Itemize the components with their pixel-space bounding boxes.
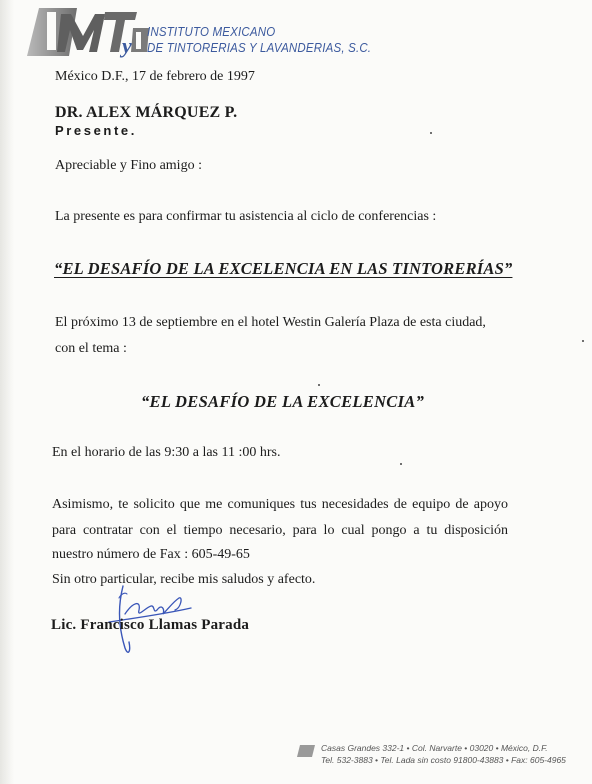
intro-line: La presente es para confirmar tu asistencia al ciclo de conferencias :: [55, 209, 437, 224]
paragraph-line-3: nuestro número de Fax : 605-49-65: [52, 547, 250, 562]
organization-name: [147, 24, 371, 56]
footer-address: Casas Grandes 332-1 • Col. Narvarte • 03020 • México, D.F.: [321, 743, 548, 753]
page-edge-shadow: [0, 0, 14, 784]
footer-logo-mark: [296, 744, 316, 758]
scan-speck: [318, 384, 320, 386]
paragraph-line-2: para contratar con el tiempo necesario, para lo cual pongo a tu disposición: [52, 523, 508, 538]
scan-speck: [582, 340, 584, 342]
theme-title: “EL DESAFÍO DE LA EXCELENCIA”: [141, 392, 425, 411]
body-line-1: El próximo 13 de septiembre en el hotel Westin Galería Plaza de esta ciudad,: [55, 315, 486, 330]
footer-phones: Tel. 532-3883 • Tel. Lada sin costo 91800-43883 • Fax: 605-4965: [321, 755, 566, 765]
paragraph-line-1: Asimismo, te solicito que me comuniques tus necesidades de equipo de apoyo: [52, 497, 508, 512]
body-line-2: con el tema :: [55, 341, 127, 356]
signer-name: Lic. Francisco Llamas Parada: [51, 617, 250, 633]
scan-speck: [400, 463, 402, 465]
org-name-line1: INSTITUTO MEXICANO: [147, 25, 276, 39]
schedule-line: En el horario de las 9:30 a las 11 :00 hrs.: [52, 445, 281, 460]
scan-speck: [430, 132, 432, 134]
closing-line: Sin otro particular, recibe mis saludos y afecto.: [52, 572, 316, 587]
org-name-line2: DE TINTORERIAS Y LAVANDERIAS, S.C.: [147, 41, 372, 55]
addressee-name: DR. ALEX MÁRQUEZ P.: [55, 104, 238, 121]
svg-text:y: y: [122, 33, 132, 58]
greeting-line: Apreciable y Fino amigo :: [55, 158, 202, 173]
letter-date: México D.F., 17 de febrero de 1997: [55, 69, 255, 84]
presente-line: Presente.: [55, 123, 137, 138]
event-title: “EL DESAFÍO DE LA EXCELENCIA EN LAS TINTORERÍAS”: [54, 259, 513, 278]
imtyl-logo: [25, 6, 149, 58]
letterhead-footer: [321, 742, 566, 766]
